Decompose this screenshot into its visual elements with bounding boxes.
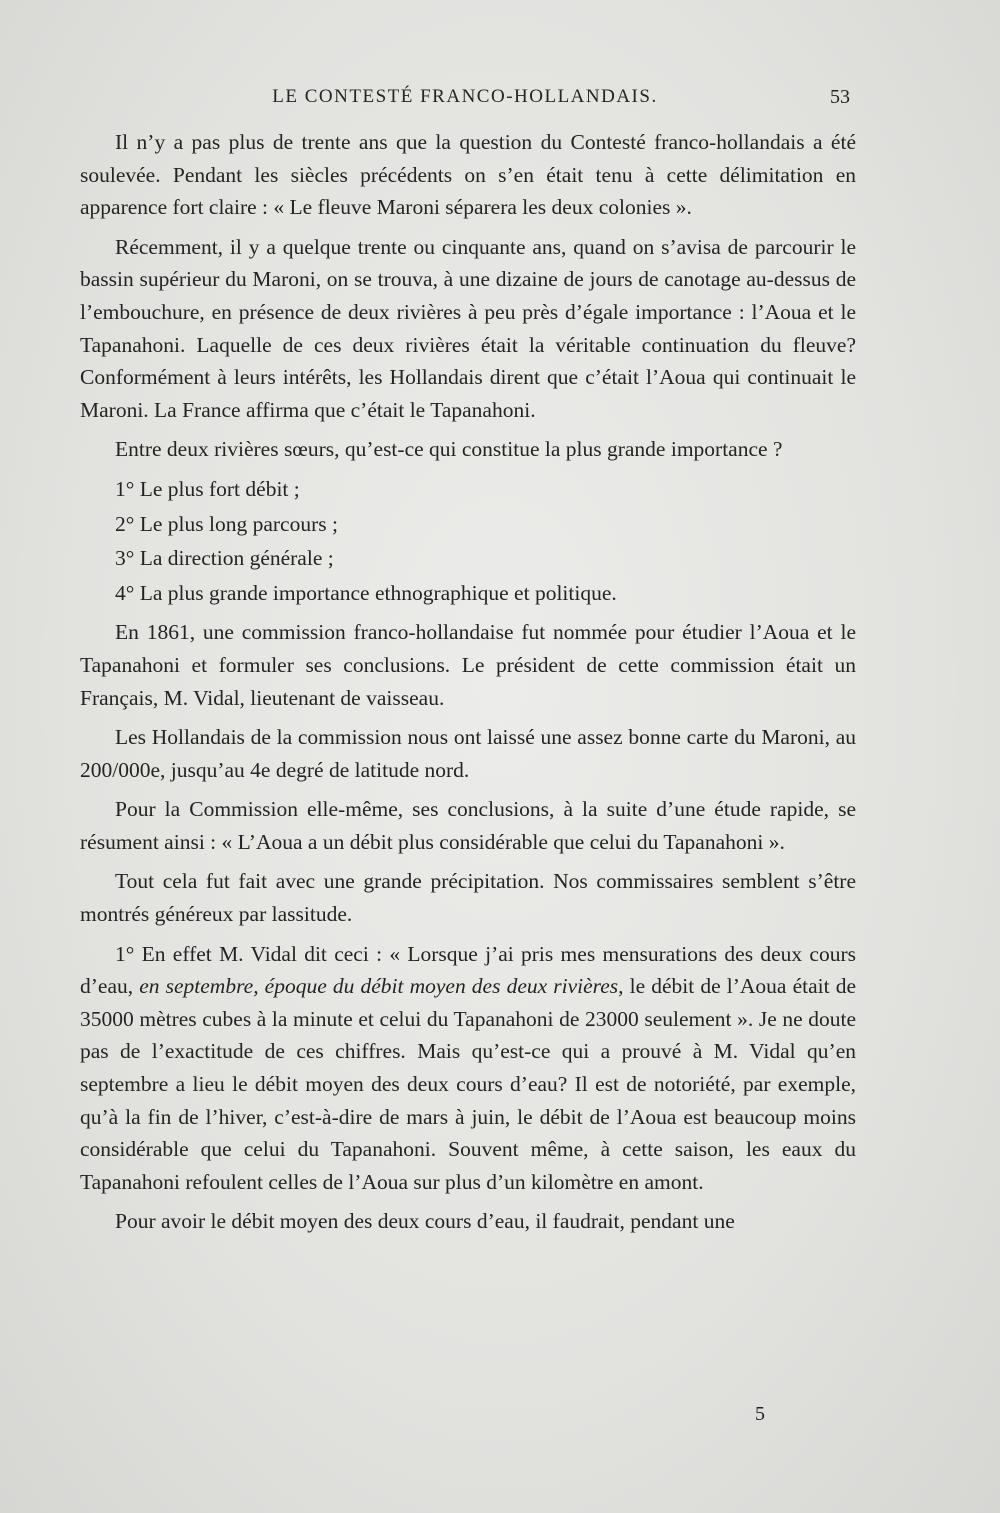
paragraph-precipitation: Tout cela fut fait avec une grande précipitation. Nos commissaires semblent s’être montrés généreux par lassitude. xyxy=(80,869,856,927)
page-header xyxy=(80,86,850,116)
body-text xyxy=(80,126,856,1245)
criterion-item: 4° La plus grande importance ethnographique et politique. xyxy=(115,580,617,605)
page-number: 53 xyxy=(830,86,850,108)
paragraph-commission: En 1861, une commission franco-hollandaise fut nommée pour étudier l’Aoua et le Tapanahoni et formuler ses conclusions. Le président de cette commission était un Français, M. Vidal, lieutenant de vaisseau. xyxy=(80,620,856,710)
paragraph-vidal xyxy=(80,938,856,1199)
vidal-text-before: 1° En effet M. Vidal dit ceci : « Lorsque j’ai pris mes mensurations des deux cours d’eau, xyxy=(80,941,856,999)
paragraph-intro: Il n’y a pas plus de trente ans que la question du Contesté franco-hollandais a été soulevée. Pendant les siècles précédents on s’en était tenu à cette délimitation en apparence fort claire : « Le fleuve Maroni séparera les deux colonies ». xyxy=(80,130,856,220)
vidal-text-after: , le débit de l’Aoua était de 35000 mètres cubes à la minute et celui du Tapanahoni de 23000 seulement ». Je ne doute pas de l’exactitude de ces chiffres. Mais qu’est-ce qui a prouvé à M. Vidal qu’en septembre a lieu le débit moyen des deux cours d’eau? Il est de notoriété, par exemple, qu’à la fin de l’hiver, c’est-à-dire de mars à juin, le débit de l’Aoua est beaucoup moins considérable que celui du Tapanahoni. Souvent même, à cette saison, les eaux du Tapanahoni refoulent celles de l’Aoua sur plus d’un kilomètre en amont. xyxy=(80,974,856,1194)
paragraph-question: Entre deux rivières sœurs, qu’est-ce qui constitue la plus grande importance ? xyxy=(115,437,783,462)
vidal-italic-phrase: en septembre, époque du débit moyen des deux rivières xyxy=(139,974,619,999)
running-title: LE CONTESTÉ FRANCO-HOLLANDAIS. xyxy=(272,86,658,107)
criterion-item: 3° La direction générale ; xyxy=(115,546,334,571)
criterion-item: 1° Le plus fort débit ; xyxy=(115,476,300,501)
paragraph-map: Les Hollandais de la commission nous ont laissé une assez bonne carte du Maroni, au 200/000e, jusqu’au 4e degré de latitude nord. xyxy=(80,725,856,782)
signature-mark: 5 xyxy=(755,1403,765,1425)
paragraph-last: Pour avoir le débit moyen des deux cours d’eau, il faudrait, pendant une xyxy=(115,1209,735,1234)
criterion-item: 2° Le plus long parcours ; xyxy=(115,511,338,536)
paragraph-conclusions: Pour la Commission elle-même, ses conclusions, à la suite d’une étude rapide, se résument ainsi : « L’Aoua a un débit plus considérable que celui du Tapanahoni ». xyxy=(80,797,856,854)
paragraph-discovery: Récemment, il y a quelque trente ou cinquante ans, quand on s’avisa de parcourir le bassin supérieur du Maroni, on se trouva, à une dizaine de jours de canotage au-dessus de l’embouchure, en présence de deux rivières à peu près d’égale importance : l’Aoua et le Tapanahoni. Laquelle de ces deux rivières était la véritable continuation du fleuve? Conformément à leurs intérêts, les Hollandais dirent que c’était l’Aoua qui continuait le Maroni. La France affirma que c’était le Tapanahoni. xyxy=(80,234,856,422)
